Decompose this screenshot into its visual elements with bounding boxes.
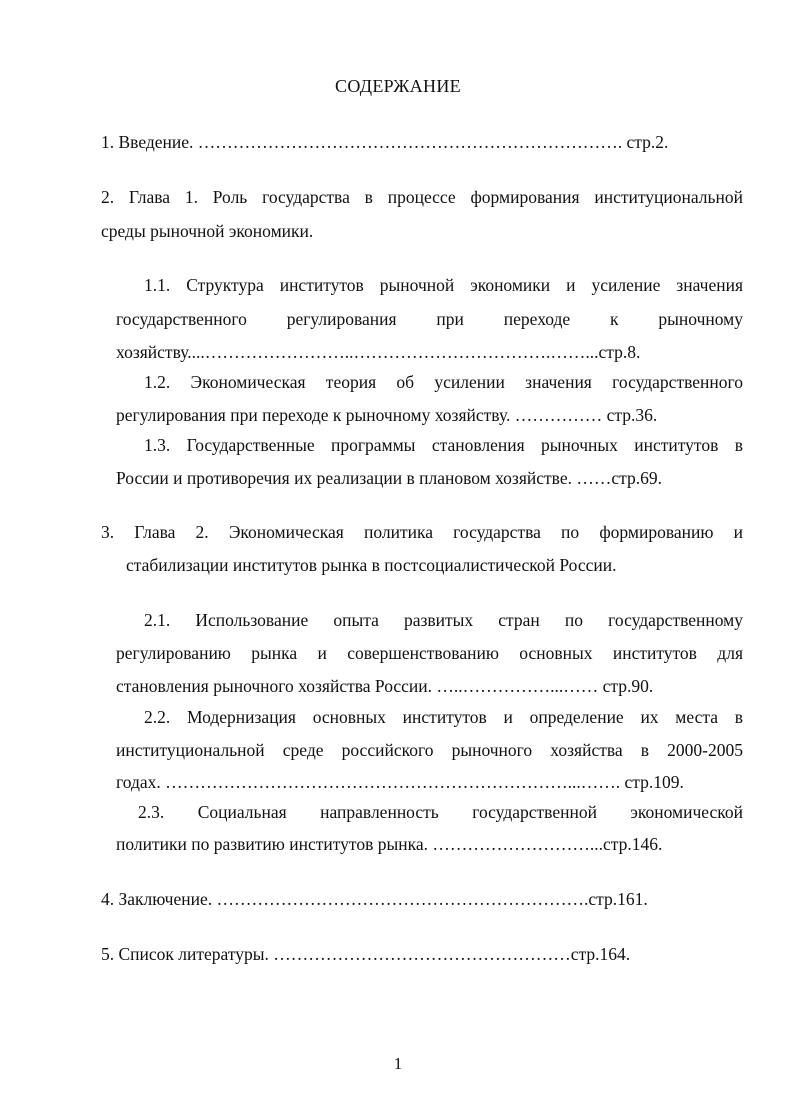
toc-chapter-2-line-2: стабилизации институтов рынка в постсоциалистической России. [126,555,617,575]
toc-section-1-2-line-1: 1.2. Экономическая теория об усилении значения государственного [144,372,743,392]
toc-chapter-2-line-1: 3. Глава 2. Экономическая политика государства по формированию и [101,522,743,542]
toc-section-2-3-line-2: политики по развитию институтов рынка. ………………………...стр.146. [116,834,663,854]
toc-entry-literature: 5. Список литературы. ……………………………………………стр.164. [101,944,631,964]
toc-chapter-1-line-1: 2. Глава 1. Роль государства в процессе формирования институциональной [101,187,743,207]
toc-entry-intro: 1. Введение. ………………………………………………………………. стр.2. [101,132,669,152]
toc-section-2-2-line-3: годах. ……………………………………………………………...……. стр.109. [116,772,684,792]
toc-section-2-3-line-1: 2.3. Социальная направленность государственной экономической [138,802,743,822]
toc-section-2-1-line-1: 2.1. Использование опыта развитых стран по государственному [144,610,743,630]
toc-section-1-2-line-2: регулирования при переходе к рыночному хозяйству. …………… стр.36. [116,405,658,425]
page-title: СОДЕРЖАНИЕ [335,76,461,96]
toc-entry-conclusion: 4. Заключение. ……………………………………………………….стр.161. [101,889,648,909]
toc-section-1-3-line-2: России и противоречия их реализации в плановом хозяйстве. ……стр.69. [116,468,662,488]
toc-section-2-2-line-2: институциональной среде российского рыночного хозяйства в 2000-2005 [116,740,743,760]
toc-section-1-1-line-1: 1.1. Структура институтов рыночной экономики и усиление значения [144,275,743,295]
toc-section-1-1-line-3: хозяйству....……………………..…………………………….……...стр.8. [116,342,641,362]
toc-section-2-1-line-3: становления рыночного хозяйства России. …..……………...…… стр.90. [116,676,654,696]
toc-section-1-1-line-2: государственного регулирования при переходе к рыночному [116,309,743,329]
toc-section-1-3-line-1: 1.3. Государственные программы становления рыночных институтов в [144,435,743,455]
toc-section-2-1-line-2: регулированию рынка и совершенствованию основных институтов для [116,643,743,663]
toc-chapter-1-line-2: среды рыночной экономики. [101,221,314,241]
page-number: 1 [393,1054,403,1073]
toc-section-2-2-line-1: 2.2. Модернизация основных институтов и определение их места в [144,707,743,727]
